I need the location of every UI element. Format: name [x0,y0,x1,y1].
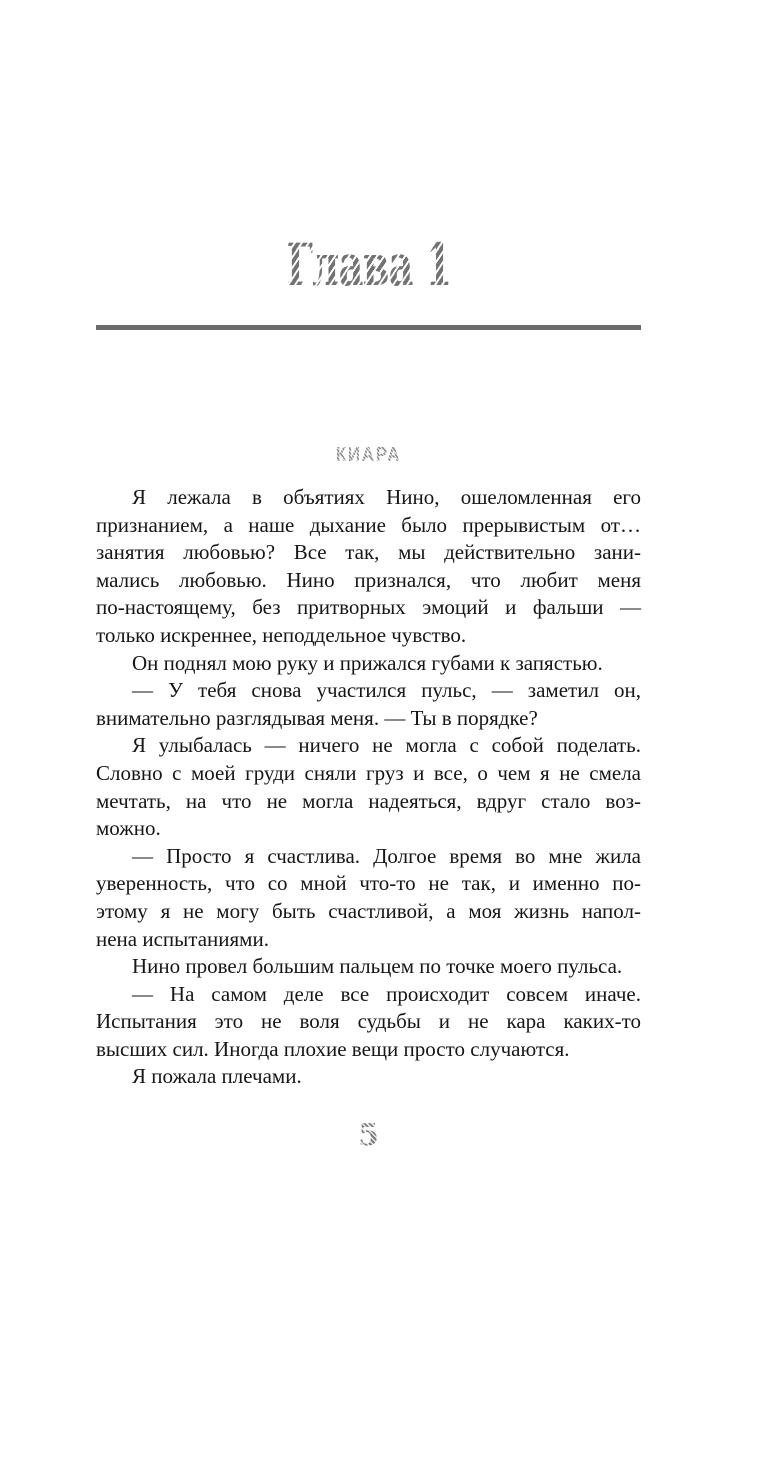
text-line: — На самом деле все происходит совсем иначе. [132,981,641,1006]
text-line: Он поднял мою руку и прижался губами к запястью. [132,650,603,675]
paragraph [96,677,641,732]
text-line: внимательно разглядывая меня. — Ты в порядке? [96,705,538,730]
paragraph [96,484,641,650]
body-text [96,484,641,1091]
paragraph [96,981,641,1064]
text-line: Нино провел большим пальцем по точке моего пульса. [132,954,623,979]
text-line: признанием, а наше дыхание было прерывистым от… [96,512,641,537]
text-line: можно. [96,816,161,841]
text-line: — У тебя снова участился пульс, — заметил он, [132,678,641,703]
paragraph [96,843,641,953]
text-line: высших сил. Иногда плохие вещи просто случаются. [96,1036,570,1061]
text-line: Я улыбалась — ничего не могла с собой поделать. [132,733,641,758]
text-line: уверенность, что со мной что-то не так, и именно по- [96,871,641,896]
text-line: Словно с моей груди сняли груз и все, о чем я не смела [96,760,641,785]
text-line: мались любовью. Нино признался, что любит меня [96,567,641,592]
text-line: Испытания это не воля судьбы и не кара каких-то [96,1009,641,1034]
text-line: нена испытаниями. [96,926,269,951]
text-line: занятия любовью? Все так, мы действительно зани- [96,540,641,565]
paragraph [96,650,641,678]
chapter-title [96,231,641,299]
chapter-divider-rule [96,325,641,330]
page-number: 5 [358,1118,379,1154]
pov-heading-text: КИАРА [335,444,402,466]
page-number-area [96,1118,641,1154]
paragraph [96,732,641,842]
paragraph [96,953,641,981]
text-line: этому я не могу быть счастливой, а моя жизнь напол- [96,898,641,923]
text-line: по-настоящему, без притворных эмоций и фальши — [96,595,641,620]
chapter-title-text: Глава 1 [286,231,451,299]
text-line: Я пожала плечами. [132,1064,302,1089]
text-line: — Просто я счастлива. Долгое время во мне жила [132,843,641,868]
text-line: мечтать, на что не могла надеяться, вдруг стало воз- [96,788,641,813]
text-line: только искреннее, неподдельное чувство. [96,622,467,647]
pov-heading [96,445,641,465]
book-page [96,231,641,1154]
paragraph [96,1063,641,1091]
text-line: Я лежала в объятиях Нино, ошеломленная его [132,485,641,509]
